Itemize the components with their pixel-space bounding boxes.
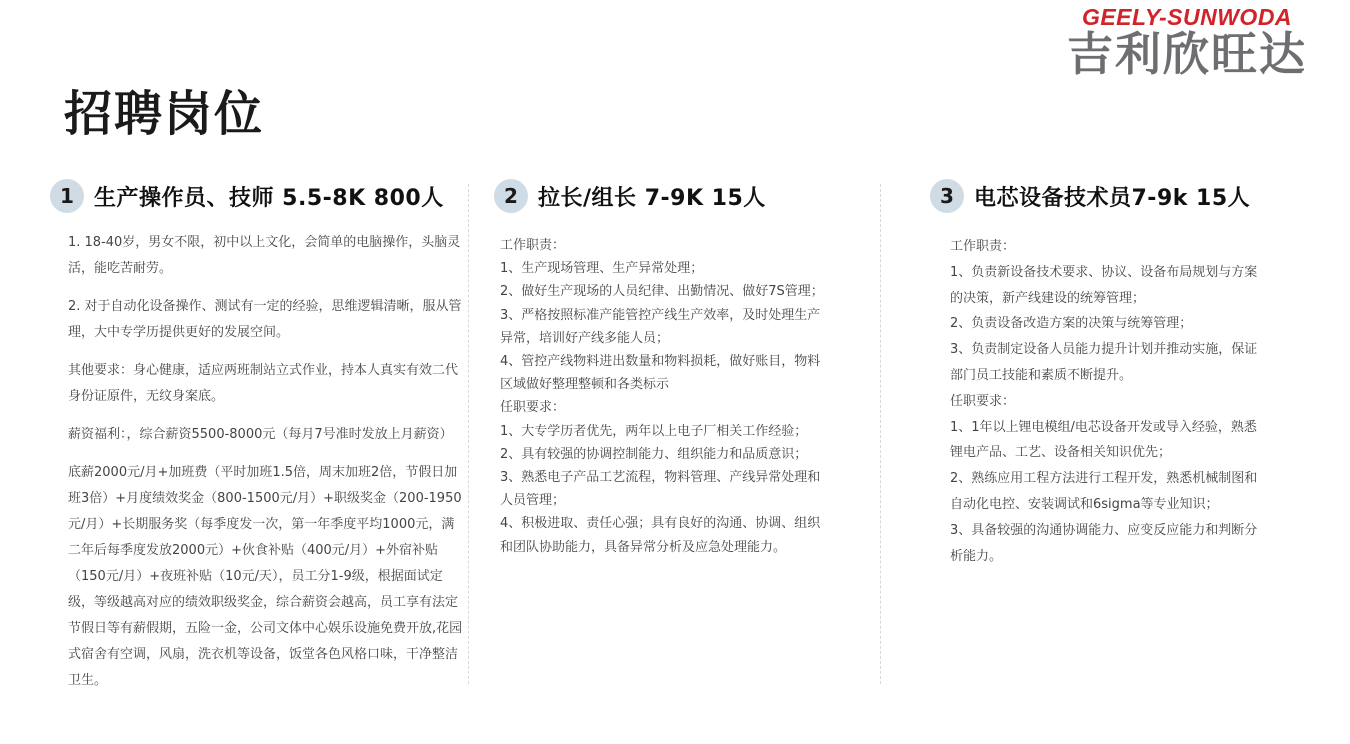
description-line: 2、具有较强的协调控制能力、组织能力和品质意识； [500, 446, 808, 462]
description-line: 3、负责制定设备人员能力提升计划并推动实施，保证 [950, 342, 1258, 358]
requirement-paragraph: 其他要求：身心健康，适应两班制站立式作业，持本人真实有效二代身份证原件，无纹身案底。 [68, 363, 459, 404]
description-line: 任职要求： [950, 393, 1016, 409]
description-line: 区域做好整理整顿和各类标示 [500, 377, 670, 393]
description-line: 锂电产品、工艺、设备相关知识优先； [950, 445, 1172, 461]
job-title: 生产操作员、技师 5.5-8K 800人 [94, 185, 444, 211]
description-line: 2、做好生产现场的人员纪律、出勤情况、做好7S管理； [500, 284, 824, 300]
column-divider [880, 184, 881, 684]
description-line: 和团队协助能力，具备异常分析及应急处理能力。 [500, 539, 787, 555]
description-line: 工作职责： [950, 239, 1016, 254]
description-line: 3、具备较强的沟通协调能力、应变反应能力和判断分 [950, 522, 1258, 538]
description-line: 3、严格按照标准产能管控产线生产效率，及时处理生产 [500, 307, 821, 323]
requirement-paragraph: 1. 18-40岁，男女不限，初中以上文化，会简单的电脑操作，头脑灵活，能吃苦耐劳。 [68, 235, 461, 276]
job-description [494, 234, 874, 559]
description-line: 人员管理； [500, 493, 566, 509]
description-line: 4、积极进取、责任心强；具有良好的沟通、协调、组织 [500, 516, 821, 532]
benefits-paragraph: 底薪2000元/月+加班费（平时加班1.5倍，周末加班2倍，节假日加班3倍）+月度绩效奖金（800-1500元/月）+职级奖金（200-1950元/月）+长期服务奖（每季度发一次，第一年季度平均1000元，满二年后每季度发放2000元）+伙食补贴（400元/月）+外宿补贴（150元/月）+夜班补贴（10元/天），员工分1-9级，根据面试定级，等级越高对应的绩效职级奖金，综合薪资会越高，员工享有法定节假日等有薪假期，五险一金，公司文体中心娱乐设施免费开放,花园式宿舍有空调，风扇，洗衣机等设备，饭堂各色风格口味，干净整洁卫生。 [68, 465, 463, 688]
job-description [930, 234, 1310, 569]
description-line: 1、大专学历者优先，两年以上电子厂相关工作经验； [500, 423, 808, 439]
job-section-equipment-technician [930, 176, 1310, 569]
description-line: 1、负责新设备技术要求、协议、设备布局规划与方案 [950, 264, 1258, 280]
description-line: 1、1年以上锂电模组/电芯设备开发或导入经验，熟悉 [950, 419, 1257, 435]
description-line: 2、熟练应用工程方法进行工程开发，熟悉机械制图和 [950, 471, 1258, 487]
job-section-operator [50, 176, 465, 706]
description-line: 析能力。 [950, 548, 1003, 564]
job-heading [50, 176, 465, 216]
page-title: 招聘岗位 [64, 86, 265, 142]
description-line: 部门员工技能和素质不断提升。 [950, 367, 1133, 383]
number-badge: 3 [930, 179, 964, 213]
description-line: 的决策，新产线建设的统筹管理； [950, 290, 1146, 306]
description-line: 自动化电控、安装调试和6sigma等专业知识； [950, 496, 1219, 512]
job-heading [494, 176, 874, 216]
description-line: 任职要求： [500, 400, 566, 416]
logo-english: GEELY-SUNWODA [1081, 4, 1293, 30]
description-line: 4、管控产线物料进出数量和物料损耗，做好账目，物料 [500, 354, 821, 370]
job-title: 电芯设备技术员7-9k 15人 [974, 185, 1251, 211]
company-logo [1032, 4, 1342, 81]
requirement-paragraph: 2. 对于自动化设备操作、测试有一定的经验，思维逻辑清晰，服从管理，大中专学历提供更好的发展空间。 [68, 299, 462, 340]
description-line: 2、负责设备改造方案的决策与统筹管理； [950, 316, 1193, 332]
column-divider [468, 184, 469, 684]
logo-chinese: 吉利欣旺达 [1067, 27, 1307, 81]
description-line: 工作职责： [500, 238, 566, 253]
description-line: 异常，培训好产线多能人员； [500, 330, 670, 346]
number-badge: 2 [494, 179, 528, 213]
description-line: 3、熟悉电子产品工艺流程，物料管理、产线异常处理和 [500, 470, 821, 486]
job-heading [930, 176, 1310, 216]
number-badge: 1 [50, 179, 84, 213]
job-section-line-leader [494, 176, 874, 559]
description-line: 1、生产现场管理、生产异常处理； [500, 261, 704, 277]
job-title: 拉长/组长 7-9K 15人 [538, 185, 766, 211]
salary-paragraph: 薪资福利：，综合薪资5500-8000元（每月7号准时发放上月薪资） [68, 427, 453, 442]
job-description [50, 230, 465, 694]
